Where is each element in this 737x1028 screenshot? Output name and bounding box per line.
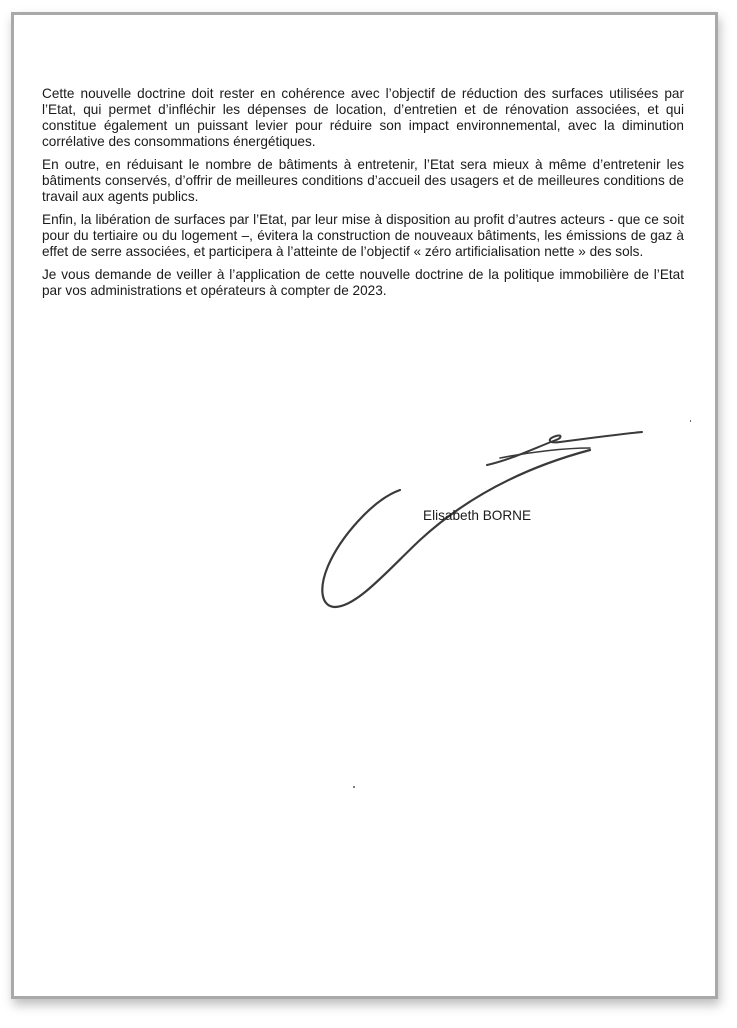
scan-speck: [353, 786, 355, 788]
signatory-name: Elisabeth BORNE: [423, 508, 532, 523]
paragraph-surface-reduction: Cette nouvelle doctrine doit rester en cohérence avec l’objectif de réduction des surfaces utilisées par l’Etat, qui permet d’infléchir les dépenses de location, d’entretien et de rénovation associées, et qui constitue également un puissant levier pour réduire son impact environnemental, avec la diminution corrélative des consommations énergétiques.: [42, 86, 684, 149]
paragraph-surface-release: Enfin, la libération de surfaces par l’Etat, par leur mise à disposition au profit d’autres acteurs - que ce soit pour du tertiaire ou du logement –, évitera la construction de nouveaux bâtiments, les émissions de gaz à effet de serre associées, et participera à l’atteinte de l’objectif « zéro artificialisation nette » des sols.: [42, 212, 684, 259]
paragraph-instruction: Je vous demande de veiller à l’application de cette nouvelle doctrine de la politique immobilière de l’Etat par vos administrations et opérateurs à compter de 2023.: [42, 267, 684, 298]
paragraph-building-maintenance: En outre, en réduisant le nombre de bâtiments à entretenir, l’Etat sera mieux à même d’entretenir les bâtiments conservés, d’offrir de meilleures conditions d’accueil des usagers et de meilleures conditions de travail aux agents publics.: [42, 157, 684, 204]
letter-body: [42, 86, 684, 306]
scan-speck: [690, 420, 691, 422]
